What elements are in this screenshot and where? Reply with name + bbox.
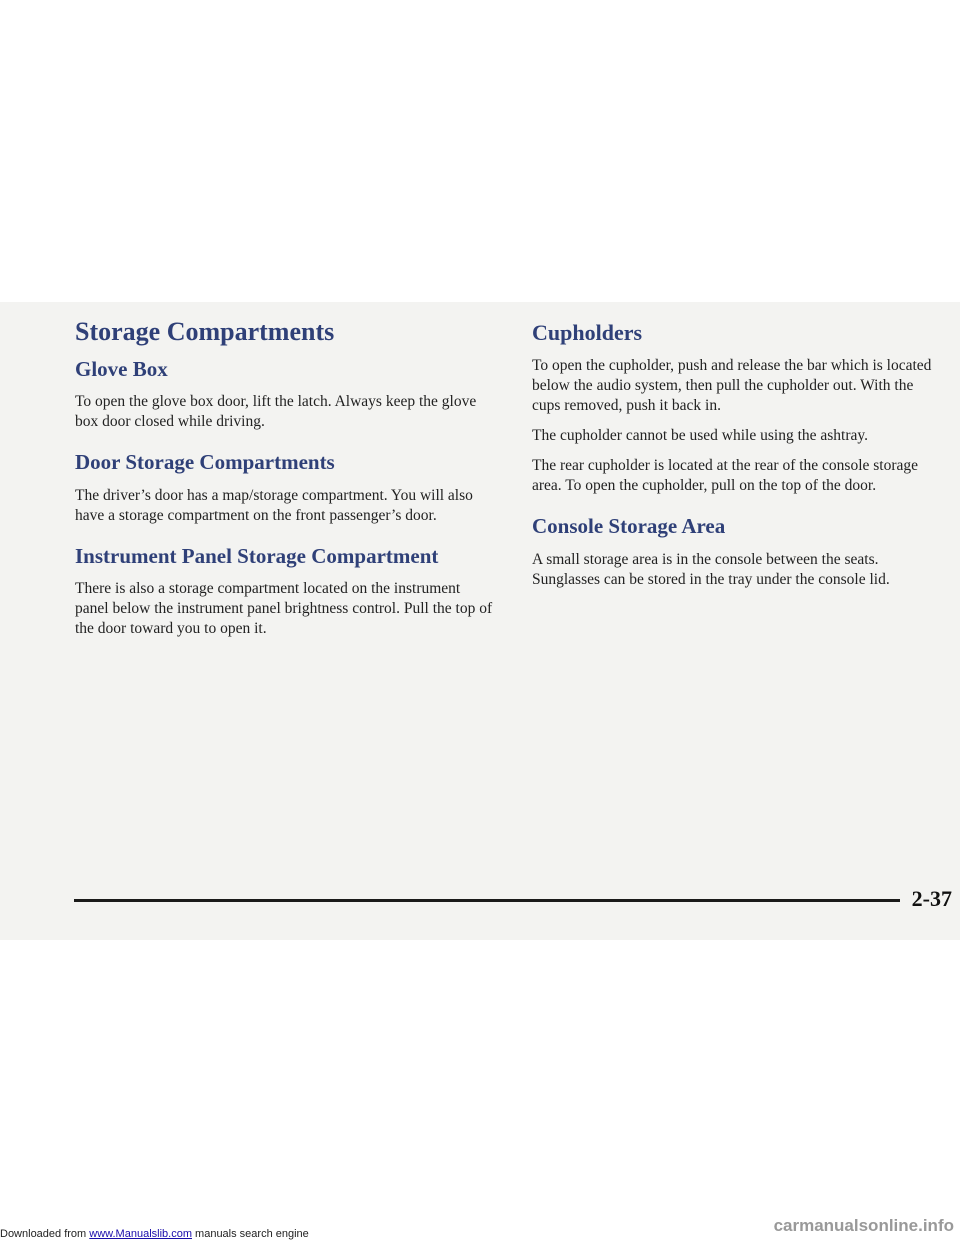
footer-suffix: manuals search engine (191, 1228, 309, 1240)
footer-rule (74, 899, 900, 902)
glove-box-text: To open the glove box door, lift the latch. Always keep the glove box door closed while driving. (75, 393, 477, 431)
watermark-text: carmanualsonline.info (773, 1216, 954, 1235)
cupholder-text-2: The cupholder cannot be used while using the ashtray. (532, 427, 869, 445)
left-column (75, 316, 495, 639)
cupholder-text-3: The rear cupholder is located at the rear of the console storage area. To open the cupholder, pull on the top of the door. (532, 457, 919, 495)
page-title: Storage Compartments (75, 317, 335, 346)
footer-prefix: Downloaded from (0, 1228, 90, 1240)
instrument-panel-text: There is also a storage compartment located on the instrument panel below the instrument panel brightness control. Pull the top of the door toward you to open it. (75, 579, 493, 637)
right-column (532, 316, 942, 590)
manual-page (0, 302, 960, 940)
page-number: 2-37 (911, 886, 952, 911)
console-storage-text: A small storage area is in the console between the seats. Sunglasses can be stored in the tray under the console lid. (532, 550, 890, 588)
heading-cupholders: Cupholders (532, 320, 643, 345)
door-storage-text: The driver’s door has a map/storage compartment. You will also have a storage compartment on the front passenger’s door. (75, 486, 473, 524)
cupholder-text-1: To open the cupholder, push and release the bar which is located below the audio system, then pull the cupholder out. With the cups removed, push it back in. (532, 357, 932, 415)
heading-glove-box: Glove Box (75, 357, 168, 382)
manualslib-link[interactable]: www.Manualslib.com (89, 1228, 192, 1240)
heading-console-storage: Console Storage Area (532, 514, 726, 539)
heading-instrument-panel: Instrument Panel Storage Compartment (75, 543, 439, 568)
heading-door-storage: Door Storage Compartments (75, 450, 335, 475)
download-footer (0, 1228, 309, 1240)
